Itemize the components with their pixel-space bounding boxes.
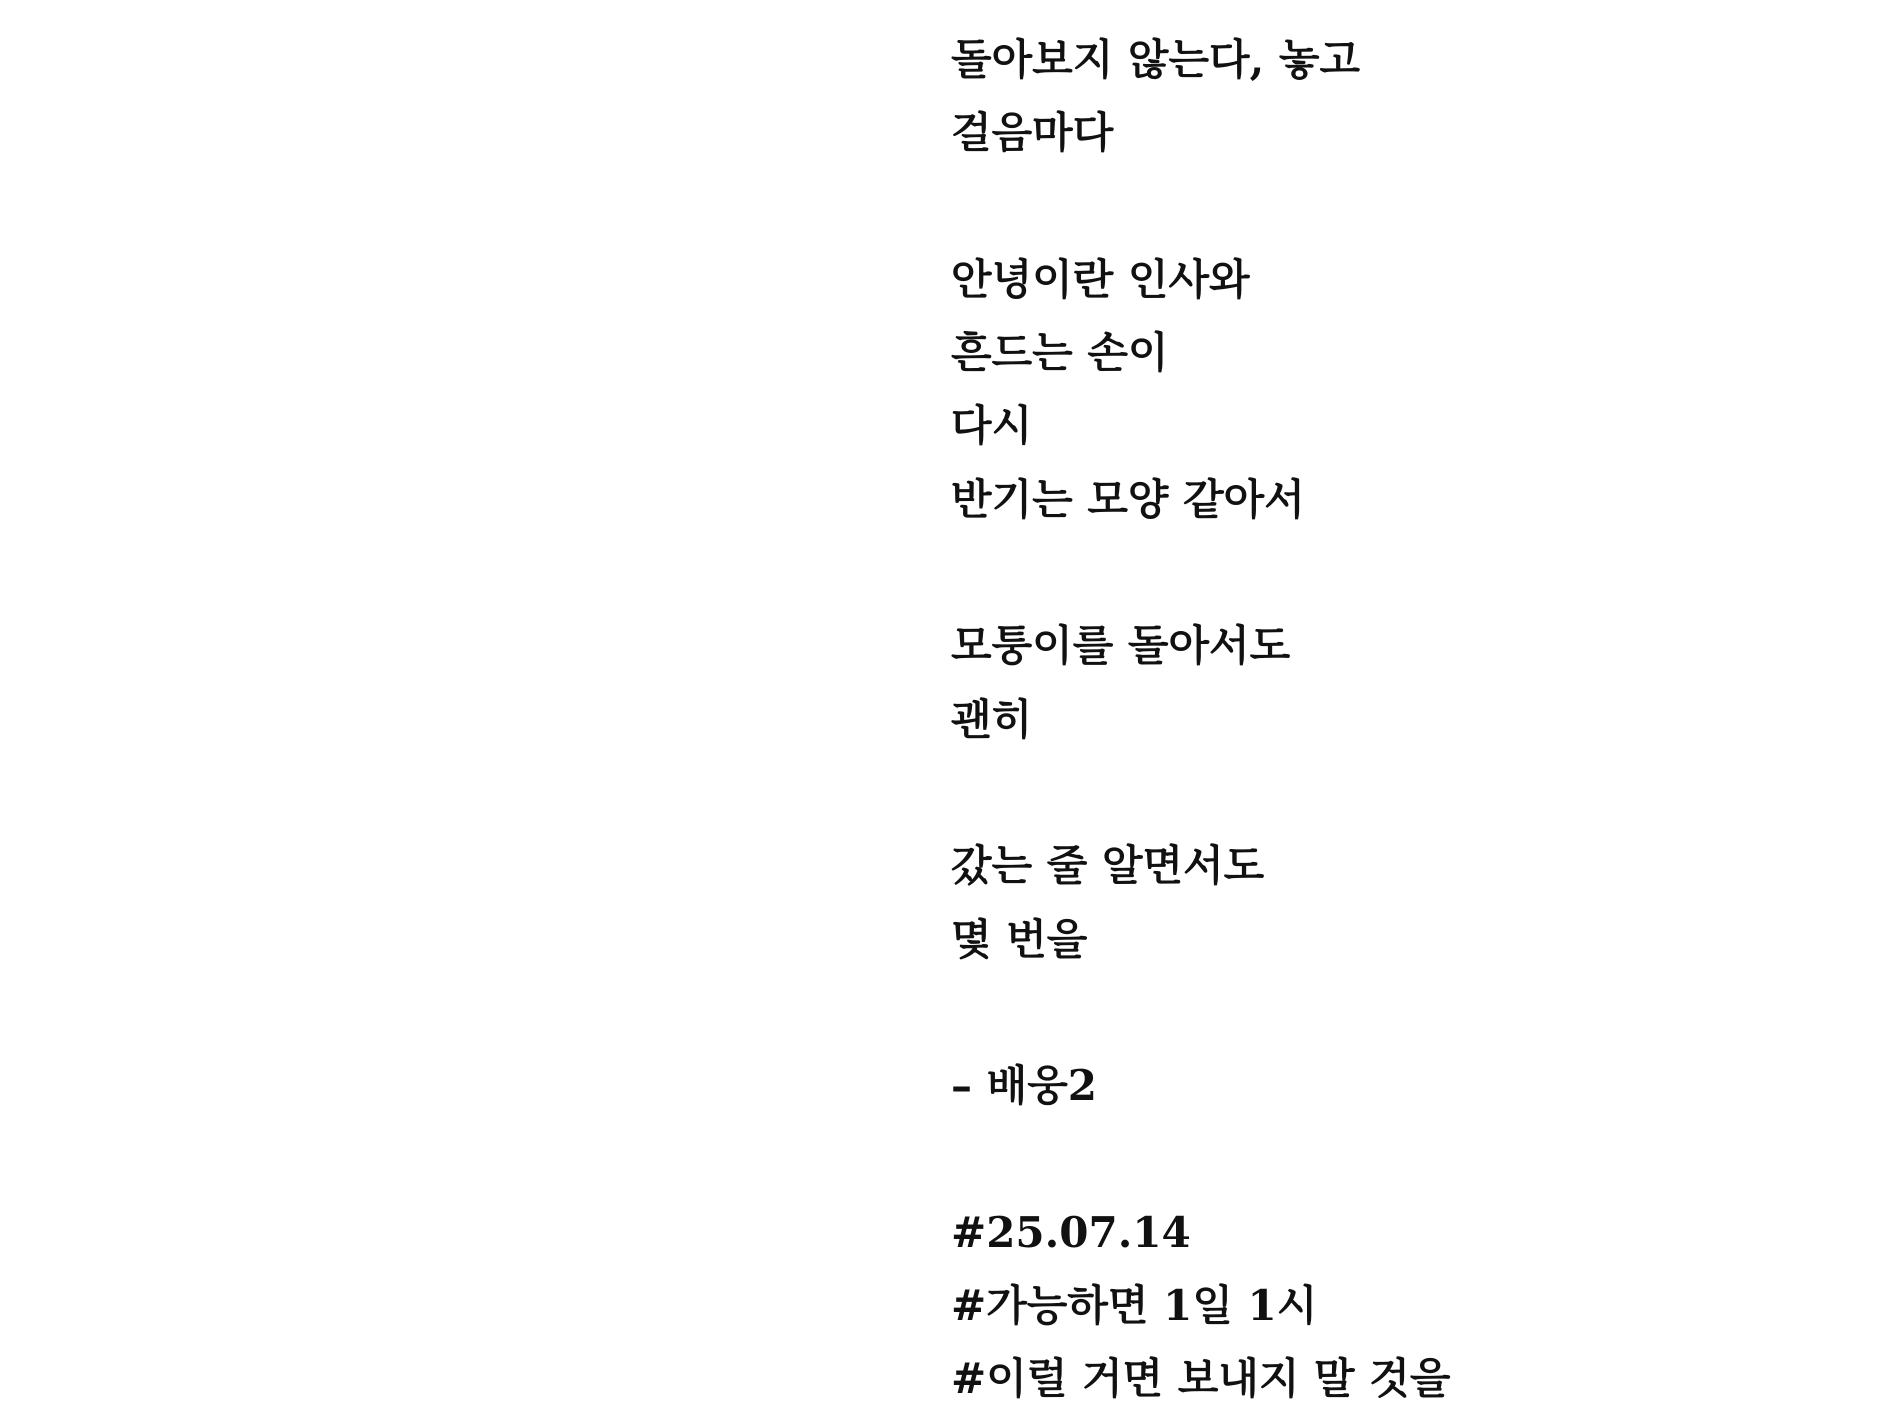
hashtag-date: #25.07.14 xyxy=(951,1207,1191,1257)
stanza-break xyxy=(951,170,1851,243)
poem-text-block xyxy=(951,23,1851,1416)
poem-title-signature: – 배웅2 xyxy=(951,1061,1097,1111)
stanza-break xyxy=(951,976,1851,1049)
poem-line: 다시 xyxy=(951,401,1033,451)
poem-line: 흔드는 손이 xyxy=(951,328,1169,378)
poem-line: 모퉁이를 돌아서도 xyxy=(951,621,1291,671)
poem-line: 몇 번을 xyxy=(951,914,1088,964)
poem-line: 괜히 xyxy=(951,694,1033,744)
stanza-break xyxy=(951,536,1851,609)
poem-line: 돌아보지 않는다, 놓고 xyxy=(951,35,1361,84)
hashtag: #가능하면 1일 1시 xyxy=(951,1281,1318,1331)
poem-line: 반기는 모양 같아서 xyxy=(951,474,1305,524)
hashtag: #이럴 거면 보내지 말 것을 xyxy=(951,1354,1451,1404)
poem-line: 갔는 줄 알면서도 xyxy=(951,841,1265,891)
stanza-break xyxy=(951,1122,1851,1195)
stanza-break xyxy=(951,756,1851,829)
poem-line: 걸음마다 xyxy=(951,108,1114,158)
poem-line: 안녕이란 인사와 xyxy=(951,254,1250,304)
